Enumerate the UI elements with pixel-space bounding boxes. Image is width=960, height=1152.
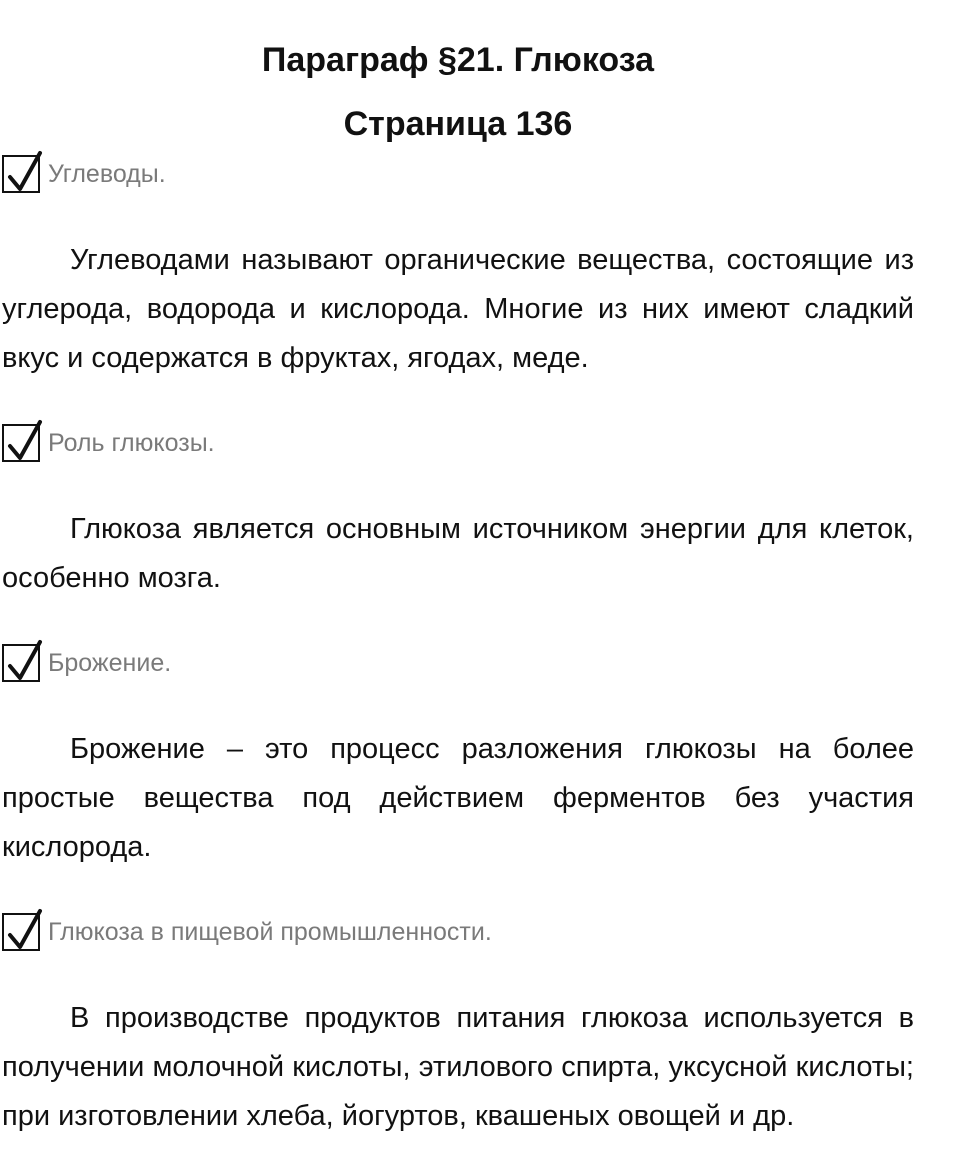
checkbox-check-icon [2,424,40,462]
section-heading-label: Роль глюкозы. [48,429,215,457]
section-heading-label: Углеводы. [48,160,166,188]
page-title: Параграф §21. Глюкоза [261,41,655,79]
section-heading-glucose-role [2,421,914,465]
section-paragraph: Углеводами называют органические вещества, состоящие из углерода, водорода и кислорода. Многие из них имеют сладкий вкус и содержатся в фруктах, ягодах, меде. [2,244,914,374]
section-paragraph: В производстве продуктов питания глюкоза используется в получении молочной кислоты, этилового спирта, уксусной кислоты; при изготовлении хлеба, йогуртов, квашеных овощей и др. [2,1002,914,1132]
section-heading-fermentation [2,641,914,685]
section-paragraph: Глюкоза является основным источником энергии для клеток, особенно мозга. [2,513,914,594]
section-heading-carbohydrates [2,152,914,196]
page-number-heading: Страница 136 [343,105,573,143]
section-heading-food-industry [2,910,914,954]
checkbox-check-icon [2,644,40,682]
checkbox-check-icon [2,155,40,193]
section-heading-label: Глюкоза в пищевой промышленности. [48,918,492,946]
section-paragraph: Брожение – это процесс разложения глюкозы на более простые вещества под действием ферментов без участия кислорода. [2,733,914,863]
checkbox-check-icon [2,913,40,951]
section-heading-label: Брожение. [48,649,172,677]
